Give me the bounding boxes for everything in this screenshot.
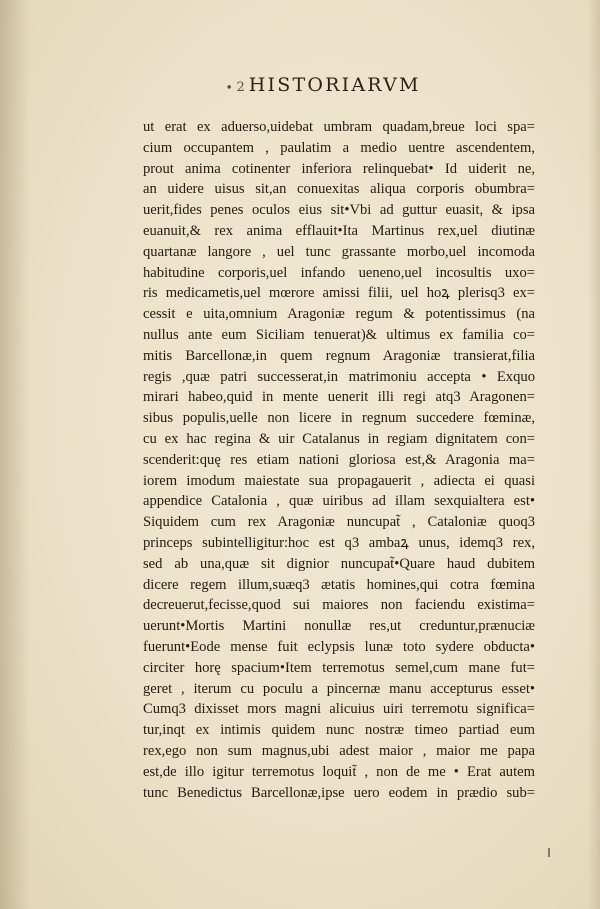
text-line: scenderit:quę res etiam nationi gloriosa est,& Aragonia ma= [143, 451, 535, 468]
text-line: tunc Benedictus Barcellonæ,ipse uero eodem in prædio sub= [143, 784, 535, 801]
text-line: nullus ante eum Siciliam tenuerat)& ultimus ex familia co= [143, 326, 535, 343]
text-line: ris medicametis,uel mœrore amissi filii, uel hoꝝ plerisq3 ex= [143, 285, 535, 302]
text-line: prout anima cotinenter inferiora relinquebat• Id uiderit ne, [143, 160, 535, 177]
text-line: regis ,quæ patri successerat,in matrimoniu accepta • Exquo [143, 368, 535, 385]
text-line: decreuerut,fecisse,quod sui maiores non faciendu existima= [143, 597, 535, 614]
text-line: an uidere uisus sit,an conuexitas aliqua corporis obumbra= [143, 181, 535, 198]
text-line: uerit,fides penes oculos eius sit•Vbi ad guttur euasit, & ipsa [143, 202, 535, 219]
text-line: tur,inqt ex intimis quidem nunc nostræ timeo partiad eum [143, 722, 535, 739]
text-line: mitis Barcellonæ,in quem regnum Aragoniæ transierat,filia [143, 347, 535, 364]
text-line: circiter horę spacium•Item terremotus semel,cum mane fut= [143, 659, 535, 676]
text-line: quartanæ langore , uel tunc grassante morbo,uel incomoda [143, 243, 535, 260]
gutter-shadow [0, 0, 30, 909]
margin-mark [548, 848, 550, 857]
text-line: sed ab una,quæ sit dignior nuncupat̃•Quare haud dubitem [143, 555, 535, 572]
text-line: Cumq3 dixisset mors magni alicuius uiri terremotu significa= [143, 701, 535, 718]
text-line: appendice Catalonia , quæ uiribus ad illam sexquialtera est• [143, 493, 535, 510]
text-line: habitudine corporis,uel infando ueneno,uel incosultis uxo= [143, 264, 535, 281]
text-line: euanuit,& rex anima efflauit•Ita Martinus rex,uel diutinæ [143, 222, 535, 239]
text-line: fuerunt•Eode mense fuit eclypsis lunæ toto sydere obducta• [143, 638, 535, 655]
text-line: ut erat ex aduerso,uidebat umbram quadam,breue loci spa= [143, 119, 535, 135]
text-line: sibus populis,uelle non licere in regnum succedere fœminæ, [143, 410, 535, 427]
text-line: cium occupantem , paulatim a medio uentre ascendentem, [143, 139, 535, 156]
text-line: rex,ego non sum magnus,ubi adest maior , maior me papa [143, 742, 535, 759]
page-edge-shadow [588, 0, 600, 909]
body-text [143, 117, 535, 803]
text-line: dicere regem illum,suæq3 ætatis homines,qui cotra fœmina [143, 576, 535, 593]
text-line: Siquidem cum rex Aragoniæ nuncupat̃ , Cataloniæ quoq3 [143, 514, 535, 531]
text-line: geret , iterum cu poculu a pincernæ manu accepturus esset• [143, 680, 535, 697]
text-line: princeps subintelligitur:hoc est q3 ambaꝝ unus, idemq3 rex, [143, 534, 535, 551]
text-line: cu ex hac regina & uir Catalanus in regiam dignitatem con= [143, 430, 535, 447]
text-line: cessit e uita,omnium Aragoniæ regum & potentissimus (na [143, 306, 535, 323]
text-line: est,de illo igitur terremotus loquit̃ , non de me • Erat autem [143, 763, 535, 780]
text-line: uerunt•Mortis Martini nonullæ res,ut creduntur,prænuciæ [143, 618, 535, 635]
running-head-title: HISTORIARVM [248, 74, 421, 96]
text-line: mirari habeo,quid in mente uenerit illi regi atq3 Aragonen= [143, 389, 535, 406]
folio-mark: ∙ 2 [226, 80, 245, 95]
text-line: iorem imodum maiestate sua propagauerit , adiecta ei quasi [143, 472, 535, 489]
running-head [226, 74, 421, 96]
